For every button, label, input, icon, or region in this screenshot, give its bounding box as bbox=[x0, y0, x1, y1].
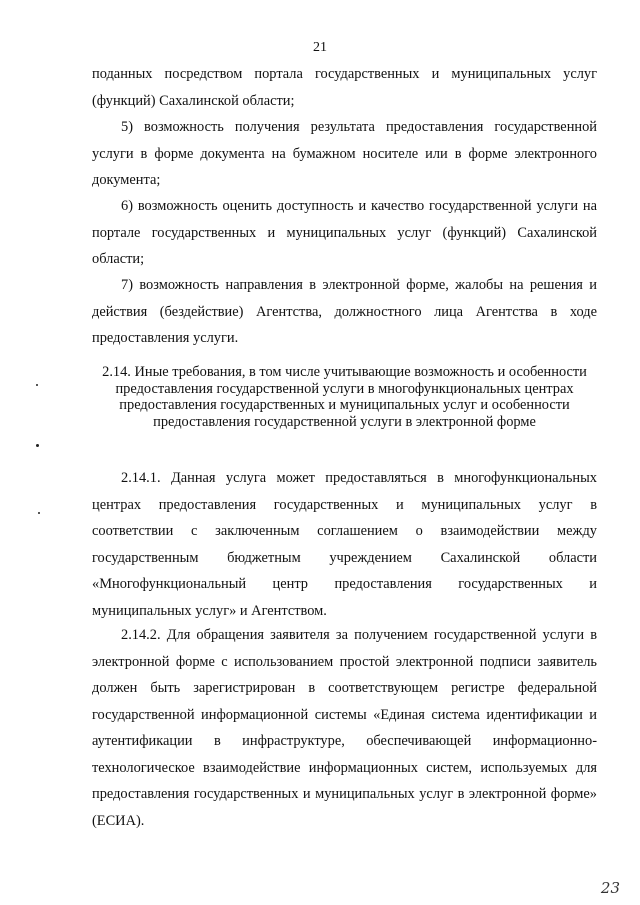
scan-speck bbox=[36, 444, 39, 447]
paragraph-2-14-1: 2.14.1. Данная услуга может предоставляться в многофункциональных центрах предоставления государственных и муниципальных услуг в соответствии с заключенным соглашением о взаимодействии между государственным бюджетным учреждением Сахалинской области «Многофункциональный центр предоставления государственных и муниципальных услуг» и Агентством. bbox=[92, 470, 597, 619]
paragraph-continuation: поданных посредством портала государственных и муниципальных услуг (функций) Сахалинской области; bbox=[92, 66, 597, 109]
scan-speck bbox=[36, 384, 38, 386]
section-heading-2-14: 2.14. Иные требования, в том числе учитывающие возможность и особенности предоставления государственной услуги в многофункциональных центрах предоставления государственных и муниципальных услуг и особенности предоставления государственной услуги в электронной форме bbox=[102, 364, 587, 430]
paragraph-item-7: 7) возможность направления в электронной форме, жалобы на решения и действия (бездействие) Агентства, должностного лица Агентства в ходе предоставления услуги. bbox=[92, 277, 597, 346]
handwritten-page-number: 23 bbox=[600, 879, 620, 897]
paragraph-item-5: 5) возможность получения результата предоставления государственной услуги в форме документа на бумажном носителе или в форме электронного документа; bbox=[92, 119, 597, 188]
paragraph-item-6: 6) возможность оценить доступность и качество государственной услуги на портале государственных и муниципальных услуг (функций) Сахалинской области; bbox=[92, 198, 597, 267]
page-number: 21 bbox=[313, 40, 327, 55]
scan-speck bbox=[38, 512, 40, 514]
paragraph-2-14-2: 2.14.2. Для обращения заявителя за получением государственной услуги в электронной форме с использованием простой электронной подписи заявитель должен быть зарегистрирован в соответствующем регистре федеральной государственной информационной системы «Единая система идентификации и аутентификации в инфраструктуре, обеспечивающей информационно-технологическое взаимодействие информационных систем, используемых для предоставления государственных и муниципальных услуг в электронной форме» (ЕСИА). bbox=[92, 627, 597, 829]
